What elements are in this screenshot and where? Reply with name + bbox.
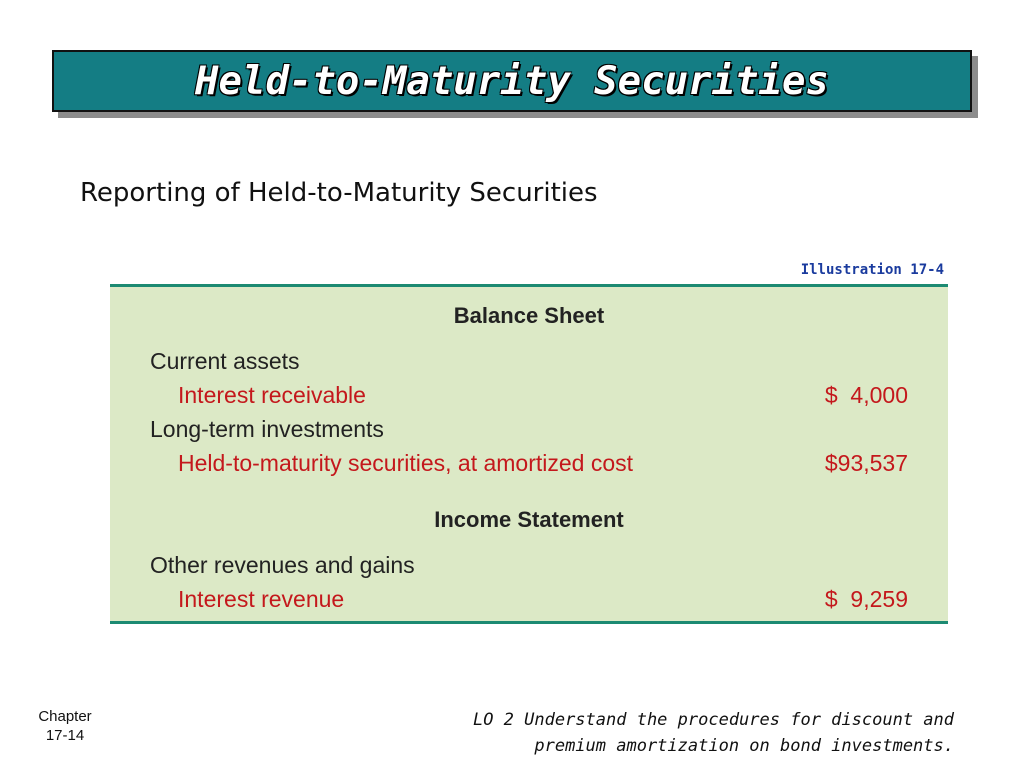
interest-revenue-amount: $ 9,259 (824, 585, 908, 612)
learning-objective-line-2: premium amortization on bond investments. (534, 736, 954, 756)
illustration-reference: Illustration 17-4 (800, 262, 944, 278)
long-term-investments-row (150, 413, 908, 445)
chapter-label-block (30, 707, 100, 745)
htm-securities-label: Held-to-maturity securities, at amortized cost (178, 449, 634, 476)
htm-securities-amount: $93,537 (824, 449, 908, 476)
learning-objective-line-1: LO 2 Understand the procedures for discount and (472, 710, 954, 730)
balance-sheet-heading: Balance Sheet (453, 303, 605, 328)
long-term-investments-label: Long-term investments (150, 415, 384, 442)
financial-statement-table (110, 284, 948, 624)
other-revenues-label: Other revenues and gains (150, 551, 415, 578)
interest-receivable-row (150, 379, 908, 411)
interest-revenue-row (150, 583, 908, 615)
interest-receivable-label: Interest receivable (178, 381, 366, 408)
title-banner (52, 50, 972, 112)
other-revenues-row (150, 549, 908, 581)
interest-revenue-label: Interest revenue (178, 585, 345, 612)
chapter-label: Chapter (38, 708, 92, 725)
interest-receivable-amount: $ 4,000 (824, 381, 908, 408)
chapter-number: 17-14 (45, 727, 85, 744)
htm-securities-row (150, 447, 908, 479)
slide-subtitle: Reporting of Held-to-Maturity Securities (80, 178, 598, 208)
current-assets-label: Current assets (150, 347, 300, 374)
slide-title: Held-to-Maturity Securities (195, 58, 829, 104)
learning-objective (354, 707, 954, 759)
income-statement-heading: Income Statement (434, 507, 624, 532)
current-assets-row (150, 345, 908, 377)
